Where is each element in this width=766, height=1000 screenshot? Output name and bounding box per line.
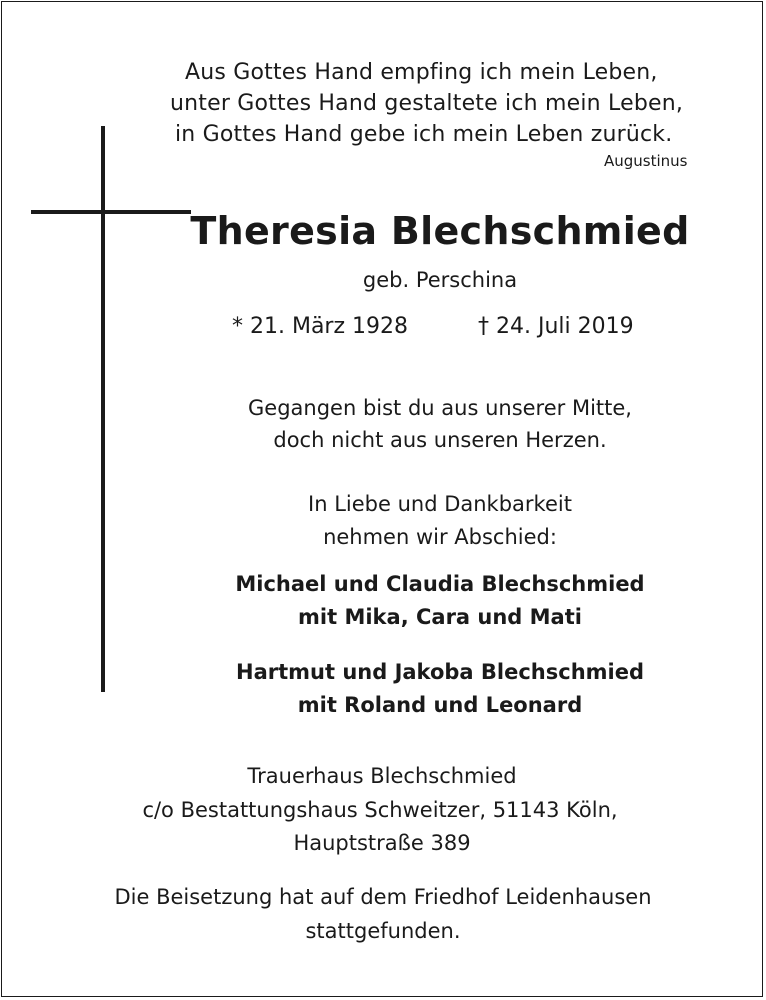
address-line-3: Hauptstraße 389 (293, 831, 471, 855)
address-line-1: Trauerhaus Blechschmied (247, 764, 517, 788)
verse-line-1: Aus Gottes Hand empfing ich mein Leben, (185, 60, 658, 85)
verse-line-3: in Gottes Hand gebe ich mein Leben zurück. (175, 122, 673, 147)
verse-author: Augustinus (604, 152, 688, 170)
gratitude-line-2: nehmen wir Abschied: (323, 525, 557, 549)
cross-horizontal-bar (31, 210, 191, 214)
gratitude-line-1: In Liebe und Dankbarkeit (308, 492, 572, 516)
birth-date: * 21. März 1928 (232, 314, 409, 339)
deceased-name: Theresia Blechschmied (190, 209, 690, 253)
burial-line-2: stattgefunden. (305, 919, 461, 943)
mourner-family-2-children: mit Roland und Leonard (297, 693, 583, 717)
maiden-name: geb. Perschina (362, 268, 518, 292)
mourner-family-1-names: Michael und Claudia Blechschmied (235, 572, 645, 596)
address-line-2: c/o Bestattungshaus Schweitzer, 51143 Köln, (142, 798, 618, 822)
mourner-family-2-names: Hartmut und Jakoba Blechschmied (236, 660, 644, 684)
mourner-family-1-children: mit Mika, Cara und Mati (298, 605, 582, 629)
death-date: † 24. Juli 2019 (478, 314, 634, 339)
farewell-line-1: Gegangen bist du aus unserer Mitte, (248, 396, 632, 420)
farewell-line-2: doch nicht aus unseren Herzen. (273, 428, 607, 452)
burial-line-1: Die Beisetzung hat auf dem Friedhof Leidenhausen (114, 885, 652, 909)
verse-line-2: unter Gottes Hand gestaltete ich mein Leben, (170, 91, 684, 116)
